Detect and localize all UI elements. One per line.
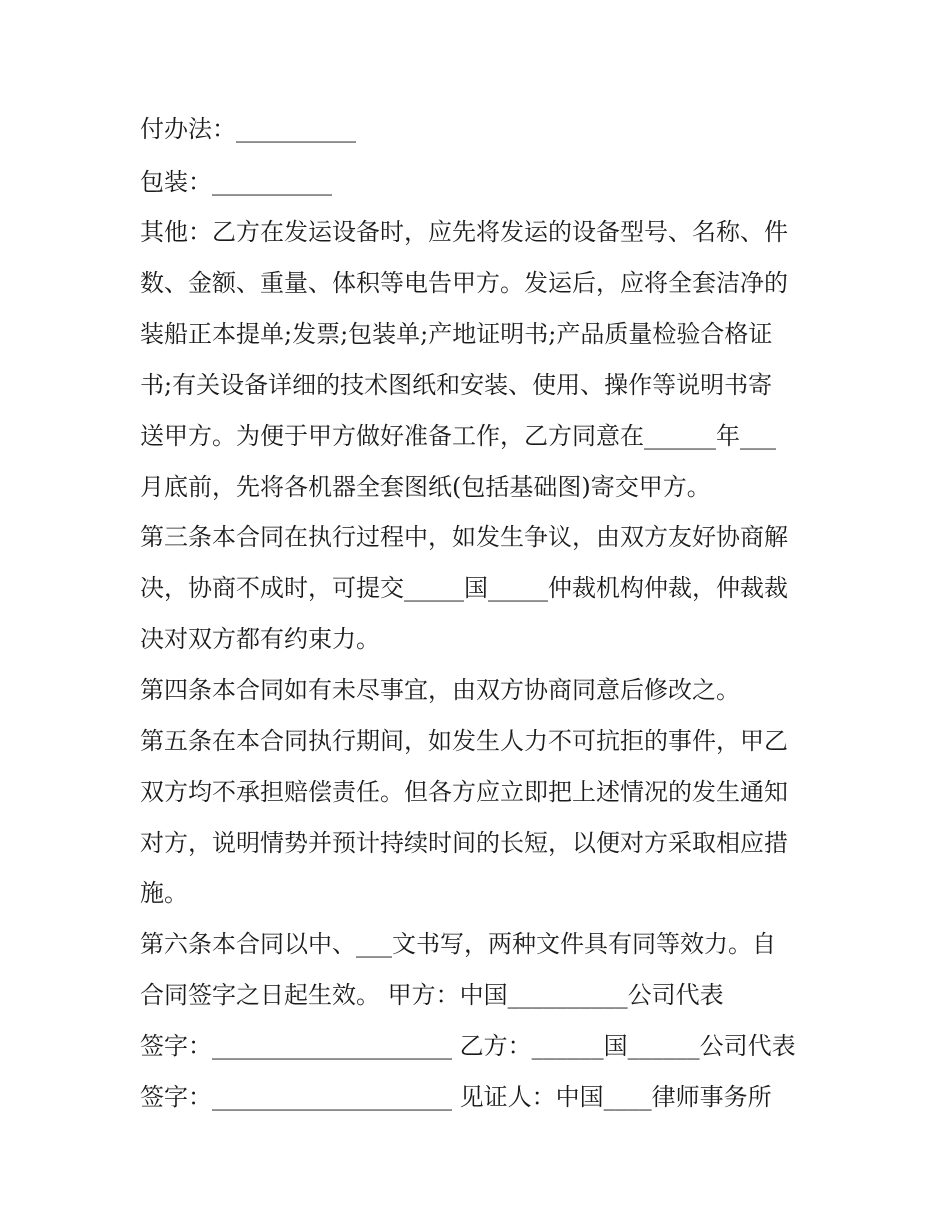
text-line-article-5-1: 第五条在本合同执行期间，如发生人力不可抗拒的事件，甲乙 — [140, 727, 788, 755]
text-line-article-4: 第四条本合同如有未尽事宜，由双方协商同意后修改之。 — [140, 676, 740, 704]
text-line-other-4: 书;有关设备详细的技术图纸和安装、使用、操作等说明书寄 — [140, 371, 773, 399]
text-line-article-5-2: 双方均不承担赔偿责任。但各方应立即把上述情况的发生通知 — [140, 778, 788, 806]
text-line-other-1: 其他：乙方在发运设备时，应先将发运的设备型号、名称、件 — [140, 218, 788, 246]
text-line-article-3-2: 决，协商不成时，可提交_____国_____仲裁机构仲裁，仲裁裁 — [140, 574, 788, 602]
text-line-other-2: 数、金额、重量、体积等电告甲方。发运后，应将全套洁净的 — [140, 269, 788, 297]
text-line-article-6-2: 合同签字之日起生效。 甲方：中国__________公司代表 — [140, 981, 724, 1009]
text-line-article-3-3: 决对双方都有约束力。 — [140, 625, 380, 653]
text-line-other-6: 月底前，先将各机器全套图纸(包括基础图)寄交甲方。 — [140, 473, 711, 501]
text-line-other-3: 装船正本提单;发票;包装单;产地证明书;产品质量检验合格证 — [140, 320, 773, 348]
text-line-article-5-3: 对方，说明情势并预计持续时间的长短，以便对方采取相应措 — [140, 829, 788, 857]
text-line-packaging: 包装：__________ — [140, 168, 332, 196]
text-line-article-6-1: 第六条本合同以中、___文书写，两种文件具有同等效力。自 — [140, 930, 776, 958]
text-line-article-5-4: 施。 — [140, 879, 188, 907]
text-line-other-5: 送甲方。为便于甲方做好准备工作，乙方同意在______年___ — [140, 422, 776, 450]
text-line-signature-2: 签字：____________________ 见证人：中国____律师事务所 — [140, 1083, 772, 1111]
text-line-signature-1: 签字：____________________ 乙方：______国______公司代表 — [140, 1032, 796, 1060]
text-line-article-3-1: 第三条本合同在执行过程中，如发生争议，由双方友好协商解 — [140, 523, 788, 551]
text-line-payment: 付办法：__________ — [140, 115, 356, 143]
